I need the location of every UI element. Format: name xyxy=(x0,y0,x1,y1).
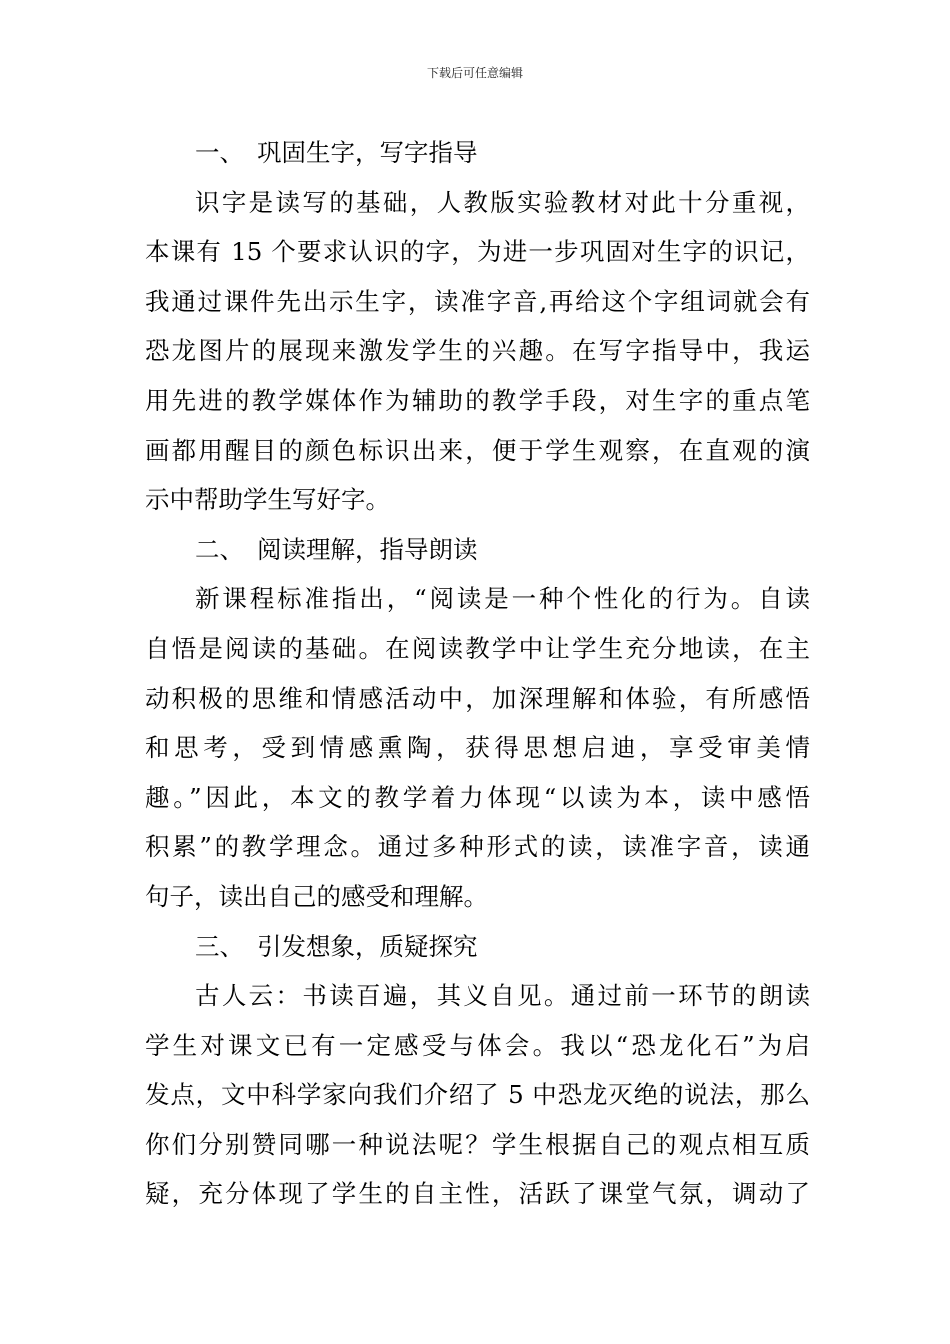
paragraph-line: 疑，充分体现了学生的自主性，活跃了课堂气氛，调动了 xyxy=(145,1179,810,1209)
paragraph-line: 本课有 15 个要求认识的字，为进一步巩固对生字的识记， xyxy=(145,237,810,267)
paragraph-line: 趣。”因此，本文的教学着力体现“以读为本，读中感悟 xyxy=(145,782,810,812)
paragraph-line: 画都用醒目的颜色标识出来，便于学生观察，在直观的演 xyxy=(145,435,810,465)
section-number: 二、 xyxy=(195,534,244,564)
section-title: 引发想象，质疑探究 xyxy=(257,931,478,961)
paragraph-line: 古人云：书读百遍，其义自见。通过前一环节的朗读 xyxy=(195,981,810,1011)
paragraph-line: 发点，文中科学家向我们介绍了 5 中恐龙灭绝的说法，那么 xyxy=(145,1080,810,1110)
paragraph-line: 自悟是阅读的基础。在阅读教学中让学生充分地读，在主 xyxy=(145,633,810,663)
paragraph-line: 恐龙图片的展现来激发学生的兴趣。在写字指导中，我运 xyxy=(145,336,810,366)
paragraph-line: 新课程标准指出，“阅读是一种个性化的行为。自读 xyxy=(195,584,810,614)
page-header: 下载后可任意编辑 xyxy=(426,66,523,80)
section-title: 巩固生字，写字指导 xyxy=(257,138,478,167)
paragraph-line: 识字是读写的基础，人教版实验教材对此十分重视， xyxy=(195,187,810,217)
paragraph-line: 我通过课件先出示生字，读准字音,再给这个字组词就会有 xyxy=(145,286,810,316)
paragraph-line: 和思考，受到情感熏陶，获得思想启迪，享受审美情 xyxy=(145,733,810,763)
section-heading xyxy=(145,128,810,178)
paragraph-line: 示中帮助学生写好字。 xyxy=(145,485,390,515)
section-heading xyxy=(145,922,810,972)
paragraph-line: 学生对课文已有一定感受与体会。我以“恐龙化石”为启 xyxy=(145,1030,810,1060)
paragraph-line: 句子，读出自己的感受和理解。 xyxy=(145,881,488,911)
paragraph-line: 动积极的思维和情感活动中，加深理解和体验，有所感悟 xyxy=(145,683,810,713)
paragraph-line: 你们分别赞同哪一种说法呢？学生根据自己的观点相互质 xyxy=(145,1129,810,1159)
paragraph-line: 用先进的教学媒体作为辅助的教学手段，对生字的重点笔 xyxy=(145,385,810,415)
section-heading xyxy=(145,525,810,575)
section-number: 三、 xyxy=(195,931,244,961)
paragraph-line: 积累”的教学理念。通过多种形式的读，读准字音，读通 xyxy=(145,832,810,862)
document-body xyxy=(145,128,810,1219)
section-number: 一、 xyxy=(195,138,244,167)
section-title: 阅读理解，指导朗读 xyxy=(257,534,478,564)
